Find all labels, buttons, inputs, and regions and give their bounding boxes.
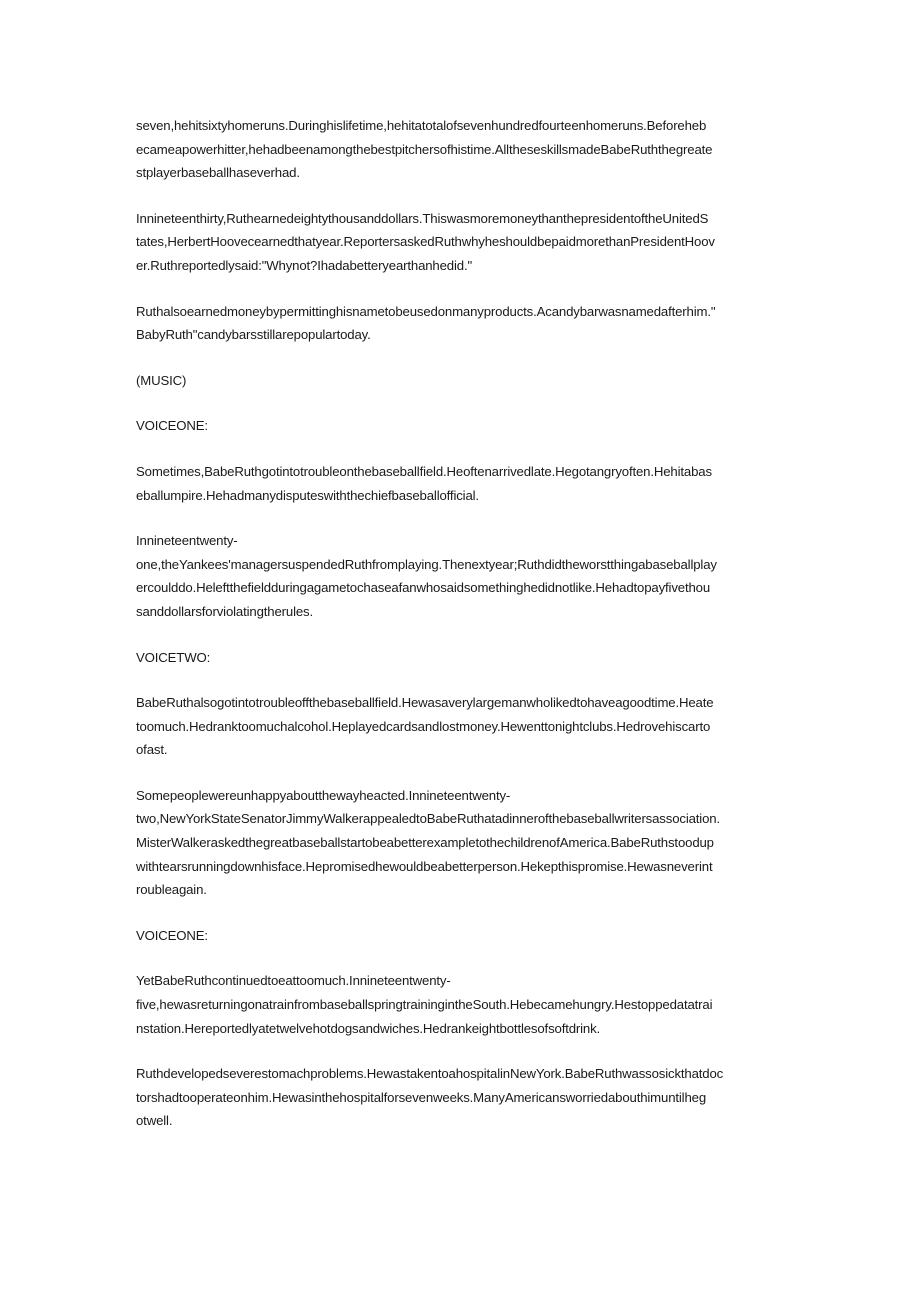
- paragraph-p6: [136, 460, 786, 507]
- paragraph-p5: [136, 414, 786, 438]
- paragraph-p9: [136, 691, 786, 762]
- paragraph-p4: [136, 369, 786, 393]
- text-line: tates,HerbertHoovecearnedthatyear.ReportersaskedRuthwhyheshouldbepaidmorethanPresidentHoov: [136, 234, 715, 250]
- paragraph-p13: [136, 1062, 786, 1133]
- text-line: ofast.: [136, 742, 168, 758]
- text-line: Sometimes,BabeRuthgotintotroubleonthebaseballfield.Heoftenarrivedlate.Hegotangryoften.Hehitabas: [136, 463, 712, 479]
- text-line: YetBabeRuthcontinuedtoeattoomuch.Innineteentwenty-: [136, 973, 451, 989]
- paragraph-p8: [136, 646, 786, 670]
- text-line: otwell.: [136, 1113, 173, 1129]
- text-line: MisterWalkeraskedthegreatbaseballstartobeabetterexampletothechildrenofAmerica.BabeRuthstoodup: [136, 835, 714, 851]
- text-line: VOICETWO:: [136, 649, 211, 665]
- paragraph-p1: [136, 114, 786, 185]
- text-line: withtearsrunningdownhisface.Hepromisedhewouldbeabetterperson.Hekepthispromise.Hewasneverint: [136, 858, 713, 874]
- paragraph-p12: [136, 969, 786, 1040]
- text-line: Ruthdevelopedseverestomachproblems.HewastakentoahospitalinNewYork.BabeRuthwassosickthatdoc: [136, 1066, 724, 1082]
- paragraph-p11: [136, 924, 786, 948]
- text-line: toomuch.Hedranktoomuchalcohol.Heplayedcardsandlostmoney.Hewenttonightclubs.Hedrovehiscarto: [136, 718, 711, 734]
- text-line: VOICEONE:: [136, 418, 208, 434]
- paragraph-p10: [136, 784, 786, 902]
- text-line: er.Ruthreportedlysaid:"Whynot?Ihadabetteryearthanhedid.": [136, 257, 472, 273]
- text-line: sanddollarsforviolatingtherules.: [136, 603, 313, 619]
- text-line: torshadtooperateonhim.Hewasinthehospitalforsevenweeks.ManyAmericansworriedabouthimuntilheg: [136, 1089, 707, 1105]
- document-body: [136, 114, 786, 1155]
- text-line: stplayerbaseballhaseverhad.: [136, 165, 300, 181]
- text-line: VOICEONE:: [136, 927, 208, 943]
- paragraph-p7: [136, 529, 786, 623]
- text-line: Innineteentwenty-: [136, 533, 238, 549]
- text-line: (MUSIC): [136, 372, 187, 388]
- text-line: ercoulddo.Heleftthefieldduringagametochaseafanwhosaidsomethinghedidnotlike.Hehadtopayfivethou: [136, 580, 711, 596]
- paragraph-p3: [136, 300, 786, 347]
- text-line: Innineteenthirty,Ruthearnedeightythousanddollars.ThiswasmoremoneythanthepresidentoftheUnitedS: [136, 210, 709, 226]
- text-line: BabeRuthalsogotintotroubleoffthebaseballfield.Hewasaverylargemanwholikedtohaveagoodtime.Heate: [136, 695, 714, 711]
- text-line: roubleagain.: [136, 882, 207, 898]
- text-line: nstation.Hereportedlyatetwelvehotdogsandwiches.Hedrankeightbottlesofsoftdrink.: [136, 1020, 601, 1036]
- text-line: seven,hehitsixtyhomeruns.Duringhislifetime,hehitatotalofsevenhundredfourteenhomeruns.Beforeheb: [136, 118, 707, 133]
- text-line: Ruthalsoearnedmoneybypermittinghisnametobeusedonmanyproducts.Acandybarwasnamedafterhim.": [136, 303, 716, 319]
- text-line: two,NewYorkStateSenatorJimmyWalkerappealedtoBabeRuthatadinnerofthebaseballwritersassociation.: [136, 811, 720, 827]
- text-line: ecameapowerhitter,hehadbeenamongthebestpitchersofhistime.AlltheseskillsmadeBabeRuththegreate: [136, 141, 713, 157]
- paragraph-p2: [136, 207, 786, 278]
- text-line: one,theYankees'managersuspendedRuthfromplaying.Thenextyear;Ruthdidtheworstthingabaseballplay: [136, 556, 717, 572]
- text-line: five,hewasreturningonatrainfrombaseballspringtrainingintheSouth.Hebecamehungry.Hestoppedatatrai: [136, 997, 713, 1013]
- text-line: eballumpire.Hehadmanydisputeswiththechiefbaseballofficial.: [136, 487, 479, 503]
- text-line: BabyRuth"candybarsstillarepopulartoday.: [136, 327, 371, 343]
- text-line: Somepeoplewereunhappyaboutthewayheacted.Innineteentwenty-: [136, 787, 511, 803]
